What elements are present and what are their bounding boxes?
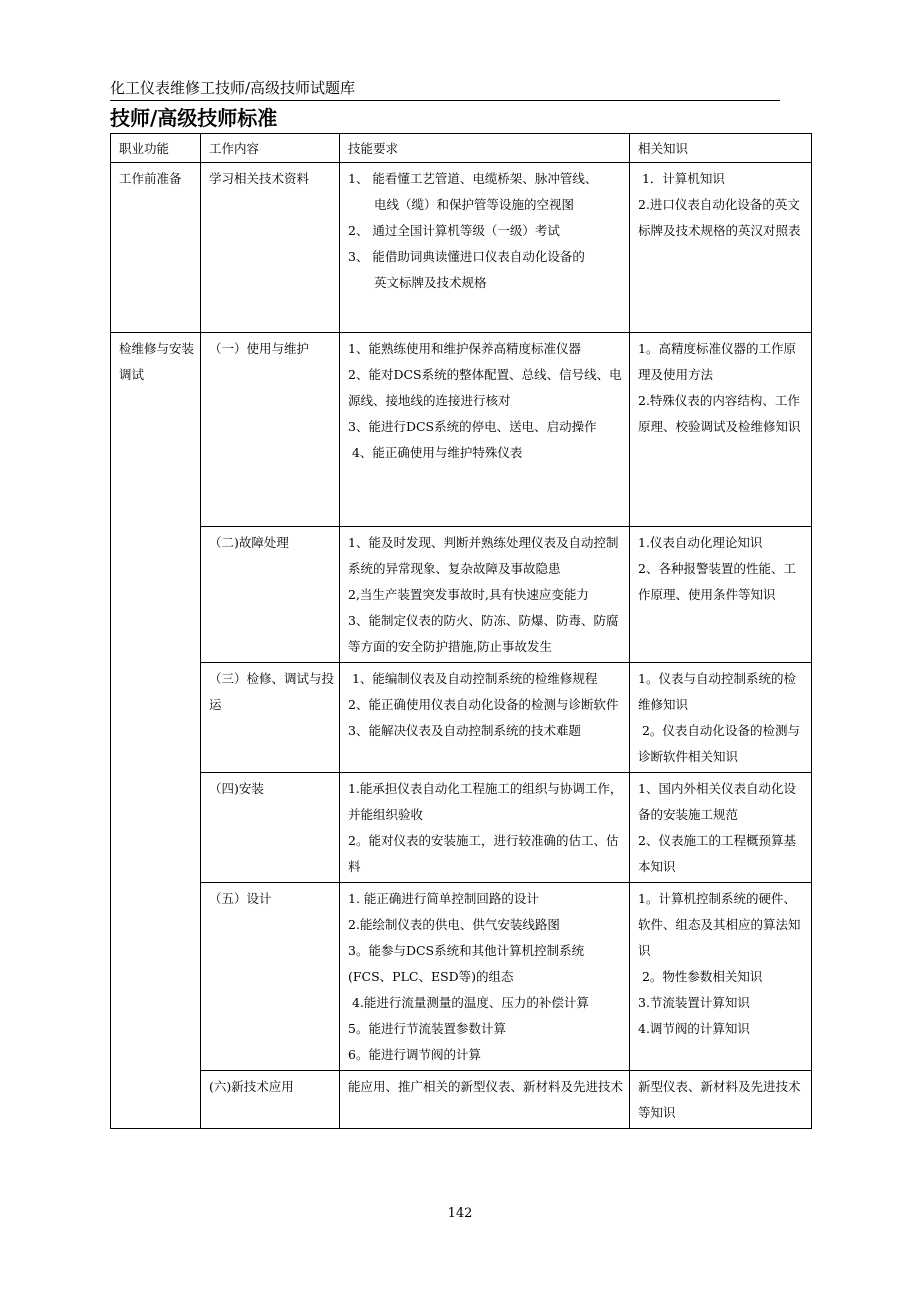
- skills-cell: [340, 883, 630, 1071]
- table-row: [111, 527, 812, 663]
- table-row: [111, 1071, 812, 1129]
- knowledge-line: 新型仪表、新材料及先进技术等知识: [638, 1079, 801, 1120]
- skill-line: 1、能及时发现、判断并熟练处理仪表及自动控制系统的异常现象、复杂故障及事故隐患: [348, 535, 619, 576]
- skill-line: 2、能正确使用仪表自动化设备的检测与诊断软件: [348, 697, 619, 712]
- knowledge-cell: [630, 527, 812, 663]
- content-cell: （三）检修、调试与投运: [201, 663, 340, 773]
- skill-line: 2、 通过全国计算机等级（一级）考试: [348, 223, 560, 238]
- knowledge-line: 3.节流装置计算知识: [638, 995, 750, 1010]
- knowledge-line: 1。仪表与自动控制系统的检维修知识: [638, 671, 796, 712]
- function-cell: 工作前准备: [111, 163, 201, 333]
- function-cell: 检维修与安装调试: [111, 333, 201, 1129]
- skill-line: 英文标牌及技术规格: [374, 275, 487, 290]
- content-cell: （二)故障处理: [201, 527, 340, 663]
- skills-cell: [340, 333, 630, 527]
- column-header: 职业功能: [111, 134, 201, 163]
- table-row: [111, 883, 812, 1071]
- section-title: 技师/高级技师标准: [110, 106, 278, 130]
- standards-table: [110, 133, 812, 1129]
- skill-line: 5。能进行节流装置参数计算: [348, 1021, 506, 1036]
- skill-line: 1.能承担仪表自动化工程施工的组织与协调工作，并能组织验收: [348, 781, 623, 822]
- knowledge-line: 1．计算机知识: [638, 171, 725, 186]
- skill-line: 3。能参与DCS系统和其他计算机控制系统(FCS、PLC、ESD等)的组态: [348, 943, 585, 984]
- table-row: [111, 663, 812, 773]
- skill-line: 2。能对仪表的安装施工，进行较准确的估工、估料: [348, 833, 619, 874]
- page-number: 142: [447, 1206, 473, 1221]
- skill-line: 电线（缆）和保护管等设施的空视图: [374, 197, 575, 212]
- skills-cell: [340, 663, 630, 773]
- table-row: [111, 333, 812, 527]
- knowledge-cell: [630, 1071, 812, 1129]
- table-row: [111, 163, 812, 333]
- knowledge-line: 2、仪表施工的工程概预算基本知识: [638, 833, 796, 874]
- content-cell: (六)新技术应用: [201, 1071, 340, 1129]
- skill-line: 1、能编制仪表及自动控制系统的检维修规程: [348, 671, 598, 686]
- skill-line: 4、能正确使用与维护特殊仪表: [348, 445, 523, 460]
- knowledge-line: 2。仪表自动化设备的检测与诊断软件相关知识: [638, 723, 800, 764]
- skills-cell: [340, 163, 630, 333]
- skill-line: 3、能进行DCS系统的停电、送电、启动操作: [348, 419, 597, 434]
- column-header: 工作内容: [201, 134, 340, 163]
- skills-cell: [340, 1071, 630, 1129]
- knowledge-line: 1。高精度标准仪器的工作原理及使用方法: [638, 341, 796, 382]
- skill-line: 1、 能看懂工艺管道、电缆桥架、脉冲管线、: [348, 171, 598, 186]
- knowledge-cell: [630, 663, 812, 773]
- skill-line: 4.能进行流量测量的温度、压力的补偿计算: [348, 995, 589, 1010]
- table-header-row: [111, 134, 812, 163]
- knowledge-cell: [630, 163, 812, 333]
- knowledge-line: 2.特殊仪表的内容结构、工作原理、校验调试及检维修知识: [638, 393, 801, 434]
- knowledge-line: 1.仪表自动化理论知识: [638, 535, 763, 550]
- knowledge-line: 2。物性参数相关知识: [638, 969, 763, 984]
- skill-line: 2,当生产装置突发事故时,具有快速应变能力: [348, 587, 589, 602]
- content-cell: （四)安装: [201, 773, 340, 883]
- knowledge-cell: [630, 773, 812, 883]
- skill-line: 3、能解决仪表及自动控制系统的技术难题: [348, 723, 581, 738]
- knowledge-line: 1、国内外相关仪表自动化设备的安装施工规范: [638, 781, 796, 822]
- column-header: 相关知识: [630, 134, 812, 163]
- skill-line: 3、能制定仪表的防火、防冻、防爆、防毒、防腐等方面的安全防护措施,防止事故发生: [348, 613, 619, 654]
- knowledge-cell: [630, 333, 812, 527]
- header-rule: [110, 100, 780, 101]
- knowledge-line: 1。计算机控制系统的硬件、软件、组态及其相应的算法知识: [638, 891, 801, 958]
- skill-line: 6。能进行调节阀的计算: [348, 1047, 481, 1062]
- skills-cell: [340, 773, 630, 883]
- knowledge-line: 2、各种报警装置的性能、工作原理、使用条件等知识: [638, 561, 796, 602]
- table-row: [111, 773, 812, 883]
- skill-line: 2.能绘制仪表的供电、供气安装线路图: [348, 917, 560, 932]
- content-cell: （一）使用与维护: [201, 333, 340, 527]
- skill-line: 2、能对DCS系统的整体配置、总线、信号线、电源线、接地线的连接进行核对: [348, 367, 622, 408]
- skills-cell: [340, 527, 630, 663]
- content-cell: 学习相关技术资料: [201, 163, 340, 333]
- skill-line: 1、能熟练使用和维护保养高精度标准仪器: [348, 341, 581, 356]
- knowledge-line: 4.调节阀的计算知识: [638, 1021, 750, 1036]
- skill-line: 1. 能正确进行简单控制回路的设计: [348, 891, 539, 906]
- knowledge-line: 2.进口仪表自动化设备的英文标牌及技术规格的英汉对照表: [638, 197, 801, 238]
- content-cell: （五）设计: [201, 883, 340, 1071]
- skill-line: 3、 能借助词典读懂进口仪表自动化设备的: [348, 249, 585, 264]
- skill-line: 能应用、推广相关的新型仪表、新材料及先进技术: [348, 1079, 624, 1094]
- knowledge-cell: [630, 883, 812, 1071]
- page-header: 化工仪表维修工技师/高级技师试题库: [110, 79, 356, 97]
- column-header: 技能要求: [340, 134, 630, 163]
